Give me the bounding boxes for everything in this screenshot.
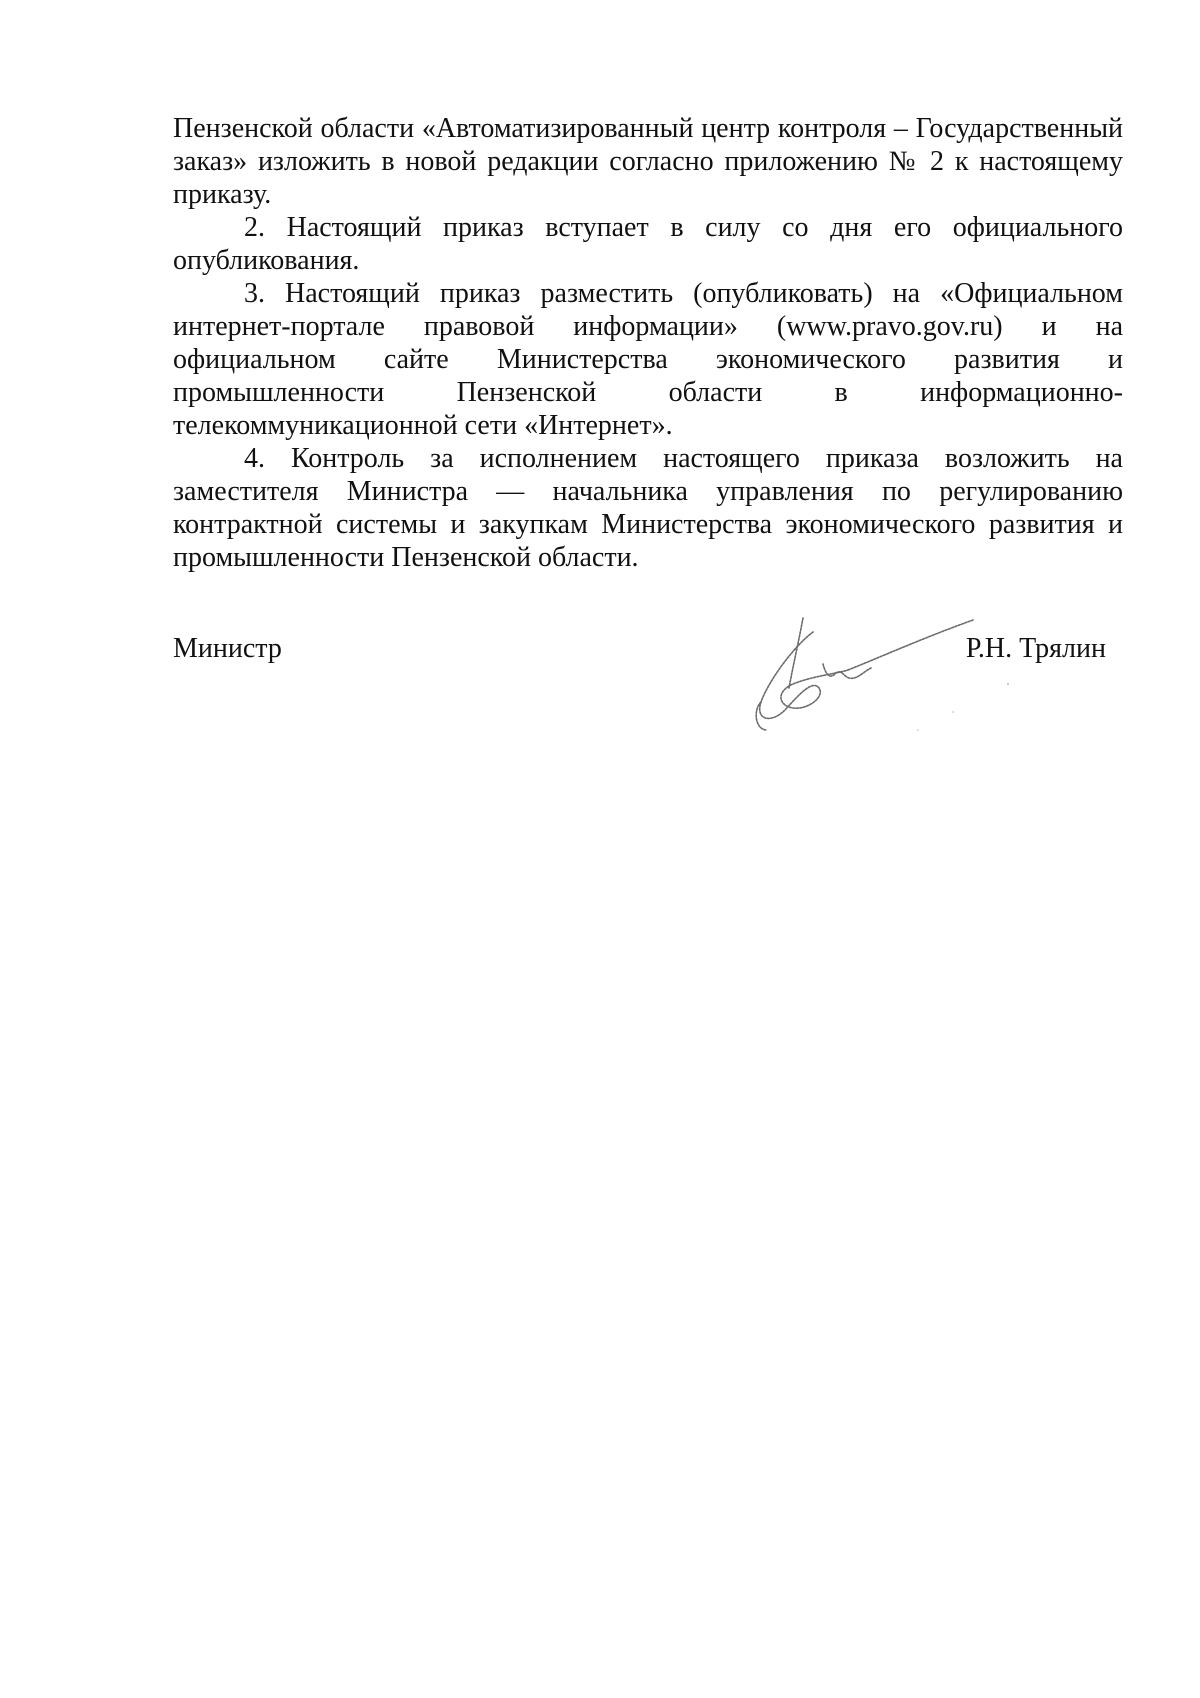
signatory-role: Министр	[173, 633, 282, 664]
signature-block	[173, 632, 1123, 742]
signatory-name: Р.Н. Трялин	[965, 633, 1106, 664]
paragraph-item-2: 2. Настоящий приказ вступает в силу со дня его официального опубликования.	[173, 212, 1123, 276]
paragraph-continuation: Пензенской области «Автоматизированный центр контроля – Государственный заказ» изложить в новой редакции согласно приложению № 2 к настоящему приказу.	[173, 113, 1123, 210]
document-body	[173, 112, 1123, 574]
paragraph-item-3: 3. Настоящий приказ разместить (опубликовать) на «Официальном интернет-портале правовой информации» (www.pravo.gov.ru) и на официальном сайте Министерства экономического развития и промышленности Пензенской области в информационно-телекоммуникационной сети «Интернет».	[173, 278, 1123, 441]
handwritten-signature	[643, 592, 1033, 742]
paragraph-item-4: 4. Контроль за исполнением настоящего приказа возложить на заместителя Министра — начальника управления по регулированию контрактной системы и закупкам Министерства экономического развития и промышленности Пензенской области.	[173, 443, 1123, 573]
